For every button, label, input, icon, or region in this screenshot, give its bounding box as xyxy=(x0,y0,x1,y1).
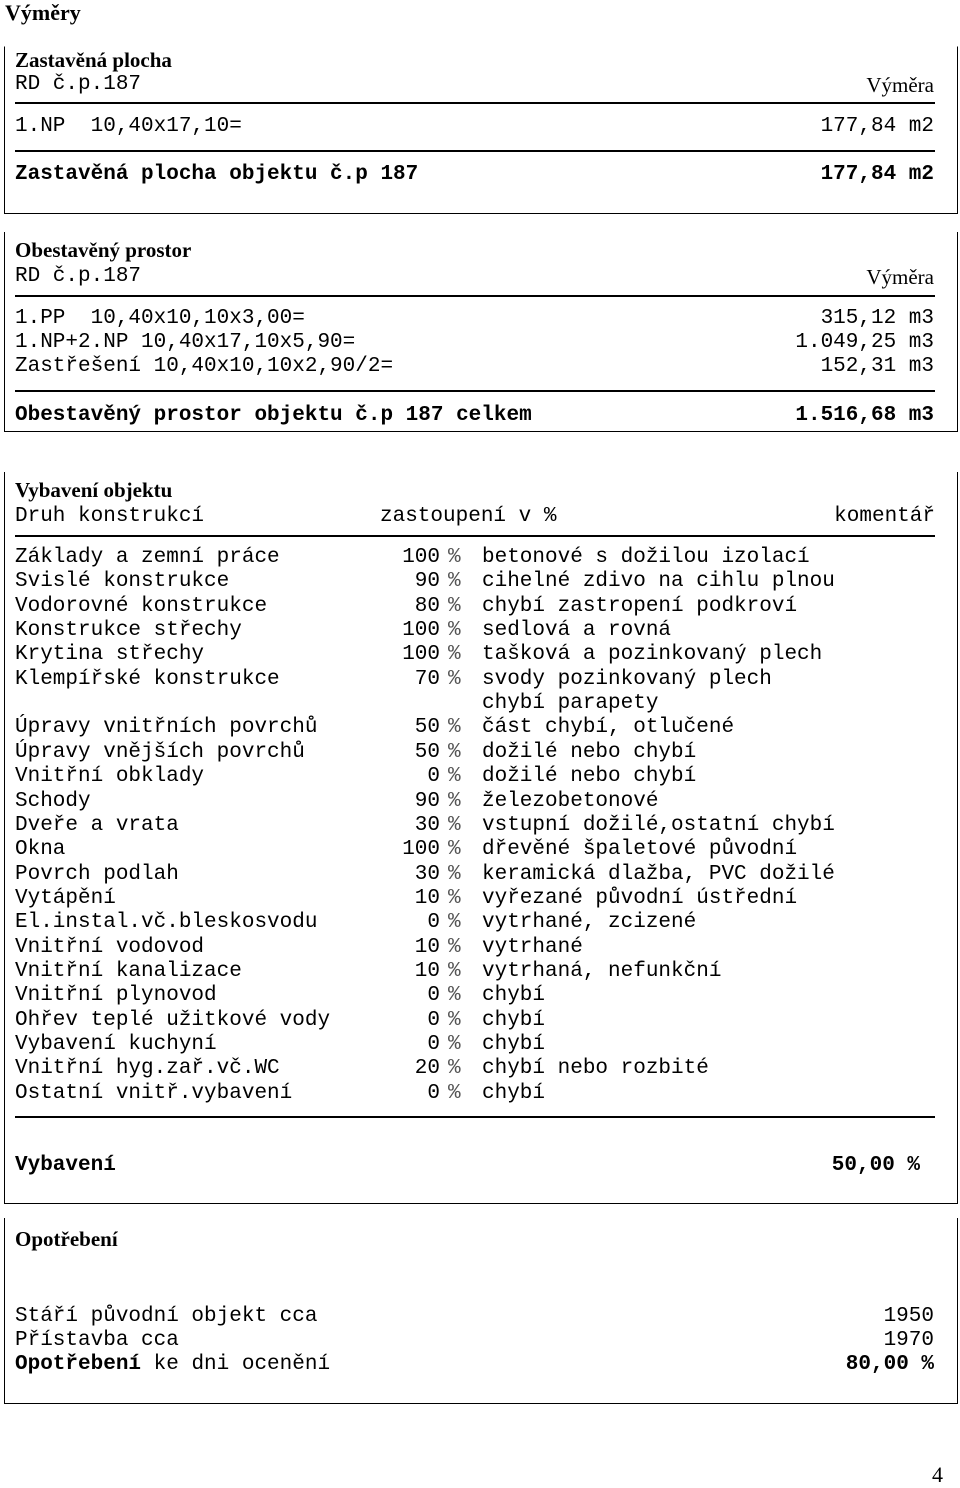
zastavena-subtitle: RD č.p.187 xyxy=(15,73,142,96)
vybaveni-item-row xyxy=(15,668,935,692)
obestaveny-row-label: 1.NP+2.NP 10,40x17,10x5,90= xyxy=(15,331,356,354)
vybaveni-item-comment: chybí xyxy=(482,984,546,1008)
vybaveni-item-name: Vodorovné konstrukce xyxy=(15,594,268,618)
vybaveni-item-row xyxy=(15,887,935,911)
vybaveni-item-percent: 10 xyxy=(414,886,440,910)
vybaveni-item-percent-sign: % xyxy=(448,838,461,862)
zastavena-total-value: 177,84 m2 xyxy=(820,163,934,186)
vybaveni-item-row xyxy=(15,765,935,789)
vybaveni-item-percent-sign: % xyxy=(448,862,461,886)
vybaveni-item-comment: chybí xyxy=(482,1008,546,1032)
vybaveni-item-percent-sign: % xyxy=(448,667,461,691)
vybaveni-item-percent-sign: % xyxy=(448,546,461,569)
vybaveni-item-row xyxy=(15,960,935,984)
opotrebeni-total-label xyxy=(15,1353,330,1376)
obestaveny-total-row xyxy=(15,404,934,428)
vybaveni-item-comment: tašková a pozinkovaný plech xyxy=(482,643,823,667)
page-number: 4 xyxy=(932,1462,943,1487)
vybaveni-item-name: Vnitřní kanalizace xyxy=(15,959,242,983)
vybaveni-item-percent-sign: % xyxy=(448,813,461,837)
vybaveni-item-comment: chybí zastropení podkroví xyxy=(482,594,798,618)
vybaveni-rule-bottom xyxy=(15,1116,935,1118)
opotrebeni-total-value: 80,00 % xyxy=(845,1353,934,1376)
vybaveni-item-percent: 100 xyxy=(402,546,440,569)
vybaveni-item-comment: železobetonové xyxy=(482,789,659,813)
obestaveny-col-header: Výměra xyxy=(866,265,934,289)
vybaveni-item-name: Úpravy vnějších povrchů xyxy=(15,740,305,764)
obestaveny-row-label: Zastřešení 10,40x10,10x2,90/2= xyxy=(15,355,394,378)
vybaveni-item-percent-sign: % xyxy=(448,911,461,935)
vybaveni-item-comment: chybí xyxy=(482,1081,546,1105)
vybaveni-item-name: Dveře a vrata xyxy=(15,813,179,837)
obestaveny-row xyxy=(15,331,934,355)
zastavena-total-row xyxy=(15,163,934,187)
vybaveni-item-percent-sign: % xyxy=(448,1033,461,1056)
vybaveni-item-percent: 100 xyxy=(402,643,440,667)
vybaveni-item-percent: 0 xyxy=(427,1081,440,1105)
vybaveni-item-name: Krytina střechy xyxy=(15,643,205,667)
vybaveni-item-percent: 80 xyxy=(414,594,440,618)
zastavena-row-label: 1.NP 10,40x17,10= xyxy=(15,115,242,138)
vybaveni-item-name: Základy a zemní práce xyxy=(15,546,280,569)
page-heading: Výměry xyxy=(5,0,81,25)
vybaveni-item-name: Úpravy vnitřních povrchů xyxy=(15,716,318,740)
opotrebeni-title: Opotřebení xyxy=(15,1227,118,1251)
vybaveni-item-comment: vstupní dožilé,ostatní chybí xyxy=(482,813,835,837)
vybaveni-item-name: Povrch podlah xyxy=(15,862,179,886)
opotrebeni-pristavba-value: 1970 xyxy=(883,1329,934,1352)
obestaveny-row xyxy=(15,307,934,331)
vybaveni-item-comment: dřevěné špaletové původní xyxy=(482,838,798,862)
vybaveni-item-percent-sign: % xyxy=(448,740,461,764)
obestaveny-subtitle: RD č.p.187 xyxy=(15,265,142,288)
obestaveny-row xyxy=(15,355,934,379)
vybaveni-item-percent: 0 xyxy=(427,1033,440,1056)
vybaveni-item-comment: svody pozinkovaný plech xyxy=(482,667,772,691)
vybaveni-header-zastoupeni: zastoupení v % xyxy=(380,505,557,528)
obestaveny-row-label: 1.PP 10,40x10,10x3,00= xyxy=(15,307,305,330)
vybaveni-item-name: Vnitřní obklady xyxy=(15,765,205,789)
vybaveni-item-row xyxy=(15,984,935,1008)
vybaveni-item-row xyxy=(15,838,935,862)
vybaveni-item-name: Konstrukce střechy xyxy=(15,619,242,643)
vybaveni-item-row xyxy=(15,814,935,838)
vybaveni-header-row xyxy=(15,505,935,529)
obestaveny-rule-top xyxy=(15,295,935,297)
vybaveni-item-percent: 100 xyxy=(402,838,440,862)
vybaveni-item-percent-sign: % xyxy=(448,765,461,789)
zastavena-rule-top xyxy=(15,102,935,104)
opotrebeni-total-label-rest: ke dni ocenění xyxy=(141,1353,331,1376)
vybaveni-item-comment: chybí parapety xyxy=(482,692,659,716)
vybaveni-item-percent: 0 xyxy=(427,765,440,789)
vybaveni-item-name: Vybavení kuchyní xyxy=(15,1033,217,1056)
vybaveni-item-name: Ostatní vnitř.vybavení xyxy=(15,1081,293,1105)
obestaveny-row-value: 1.049,25 m3 xyxy=(795,331,934,354)
vybaveni-item-percent-sign: % xyxy=(448,959,461,983)
vybaveni-item-comment: vytrhaná, nefunkční xyxy=(482,959,722,983)
vybaveni-item-percent: 90 xyxy=(414,789,440,813)
vybaveni-item-percent-sign: % xyxy=(448,1081,461,1105)
vybaveni-item-name: Vnitřní plynovod xyxy=(15,984,217,1008)
vybaveni-item-percent: 90 xyxy=(414,570,440,594)
vybaveni-item-name: Vnitřní hyg.zař.vč.WC xyxy=(15,1057,280,1081)
vybaveni-item-percent-sign: % xyxy=(448,594,461,618)
vybaveni-item-row xyxy=(15,619,935,643)
zastavena-total-label: Zastavěná plocha objektu č.p 187 xyxy=(15,163,419,186)
opotrebeni-stari-value: 1950 xyxy=(883,1305,934,1328)
vybaveni-item-percent-sign: % xyxy=(448,1057,461,1081)
vybaveni-item-percent-sign: % xyxy=(448,1008,461,1032)
obestaveny-subtitle-row xyxy=(15,265,934,289)
zastavena-subtitle-row xyxy=(15,73,934,97)
vybaveni-item-percent-sign: % xyxy=(448,789,461,813)
vybaveni-item-percent-sign: % xyxy=(448,570,461,594)
vybaveni-item-comment: vyřezané původní ústřední xyxy=(482,886,798,910)
vybaveni-item-name: Klempířské konstrukce xyxy=(15,667,280,691)
vybaveni-item-percent: 50 xyxy=(414,716,440,740)
vybaveni-item-row xyxy=(15,1082,935,1106)
vybaveni-item-percent-sign: % xyxy=(448,935,461,959)
vybaveni-item-percent: 100 xyxy=(402,619,440,643)
vybaveni-item-comment: dožilé nebo chybí xyxy=(482,740,697,764)
vybaveni-item-name: El.instal.vč.bleskosvodu xyxy=(15,911,318,935)
vybaveni-rule-top xyxy=(15,535,935,537)
vybaveni-item-row xyxy=(15,716,935,740)
vybaveni-item-comment: část chybí, otlučené xyxy=(482,716,735,740)
vybaveni-item-percent: 0 xyxy=(427,1008,440,1032)
opotrebeni-stari-row xyxy=(15,1305,934,1329)
vybaveni-item-percent-sign: % xyxy=(448,643,461,667)
vybaveni-item-name: Vnitřní vodovod xyxy=(15,935,205,959)
obestaveny-rule-bottom xyxy=(15,390,935,392)
vybaveni-item-row xyxy=(15,1033,935,1057)
zastavena-row xyxy=(15,115,934,139)
obestaveny-total-label: Obestavěný prostor objektu č.p 187 celkem xyxy=(15,404,532,427)
vybaveni-item-row xyxy=(15,546,935,570)
vybaveni-item-percent: 0 xyxy=(427,911,440,935)
vybaveni-item-comment: chybí nebo rozbité xyxy=(482,1057,709,1081)
obestaveny-total-value: 1.516,68 m3 xyxy=(795,404,934,427)
vybaveni-item-comment: keramická dlažba, PVC dožilé xyxy=(482,862,835,886)
vybaveni-item-percent: 50 xyxy=(414,740,440,764)
obestaveny-row-value: 315,12 m3 xyxy=(820,307,934,330)
vybaveni-item-name: Okna xyxy=(15,838,66,862)
vybaveni-item-percent: 30 xyxy=(414,813,440,837)
vybaveni-item-name: Svislé konstrukce xyxy=(15,570,230,594)
vybaveni-item-name: Ohřev teplé užitkové vody xyxy=(15,1008,331,1032)
vybaveni-item-percent-sign: % xyxy=(448,984,461,1008)
vybaveni-item-row xyxy=(15,863,935,887)
vybaveni-item-percent-sign: % xyxy=(448,716,461,740)
obestaveny-row-value: 152,31 m3 xyxy=(820,355,934,378)
vybaveni-item-comment: vytrhané xyxy=(482,935,583,959)
vybaveni-item-row xyxy=(15,692,935,716)
vybaveni-item-percent-sign: % xyxy=(448,886,461,910)
vybaveni-item-comment: chybí xyxy=(482,1033,546,1056)
vybaveni-item-row xyxy=(15,643,935,667)
zastavena-row-value: 177,84 m2 xyxy=(820,115,934,138)
vybaveni-total-value: 50,00 % xyxy=(831,1154,920,1177)
zastavena-title: Zastavěná plocha xyxy=(15,48,172,72)
vybaveni-item-comment: vytrhané, zcizené xyxy=(482,911,697,935)
vybaveni-item-row xyxy=(15,595,935,619)
vybaveni-item-row xyxy=(15,790,935,814)
vybaveni-header-druh: Druh konstrukcí xyxy=(15,505,205,528)
vybaveni-item-comment: sedlová a rovná xyxy=(482,619,672,643)
vybaveni-item-percent: 10 xyxy=(414,935,440,959)
vybaveni-total-row xyxy=(15,1154,935,1178)
vybaveni-item-comment: dožilé nebo chybí xyxy=(482,765,697,789)
vybaveni-item-row xyxy=(15,936,935,960)
vybaveni-item-row xyxy=(15,911,935,935)
vybaveni-item-percent: 20 xyxy=(414,1057,440,1081)
vybaveni-item-row xyxy=(15,570,935,594)
obestaveny-title: Obestavěný prostor xyxy=(15,238,192,262)
opotrebeni-pristavba-row xyxy=(15,1329,934,1353)
vybaveni-title: Vybavení objektu xyxy=(15,478,173,502)
opotrebeni-total-row xyxy=(15,1353,934,1377)
zastavena-rule-bottom xyxy=(15,150,935,152)
vybaveni-item-percent: 0 xyxy=(427,984,440,1008)
zastavena-col-header: Výměra xyxy=(866,73,934,97)
vybaveni-item-name: Schody xyxy=(15,789,91,813)
opotrebeni-stari-label: Stáří původní objekt cca xyxy=(15,1305,318,1328)
opotrebeni-total-label-bold: Opotřebení xyxy=(15,1353,142,1376)
vybaveni-item-comment: cihelné zdivo na cihlu plnou xyxy=(482,570,835,594)
opotrebeni-pristavba-label: Přístavba cca xyxy=(15,1329,179,1352)
vybaveni-item-percent: 70 xyxy=(414,667,440,691)
vybaveni-item-row xyxy=(15,741,935,765)
vybaveni-item-percent: 10 xyxy=(414,959,440,983)
vybaveni-item-row xyxy=(15,1009,935,1033)
vybaveni-header-komentar: komentář xyxy=(834,505,935,528)
vybaveni-total-label: Vybavení xyxy=(15,1154,116,1177)
vybaveni-item-comment: betonové s dožilou izolací xyxy=(482,546,810,569)
vybaveni-item-row xyxy=(15,1057,935,1081)
vybaveni-item-percent-sign: % xyxy=(448,619,461,643)
vybaveni-item-percent: 30 xyxy=(414,862,440,886)
vybaveni-item-name: Vytápění xyxy=(15,886,116,910)
